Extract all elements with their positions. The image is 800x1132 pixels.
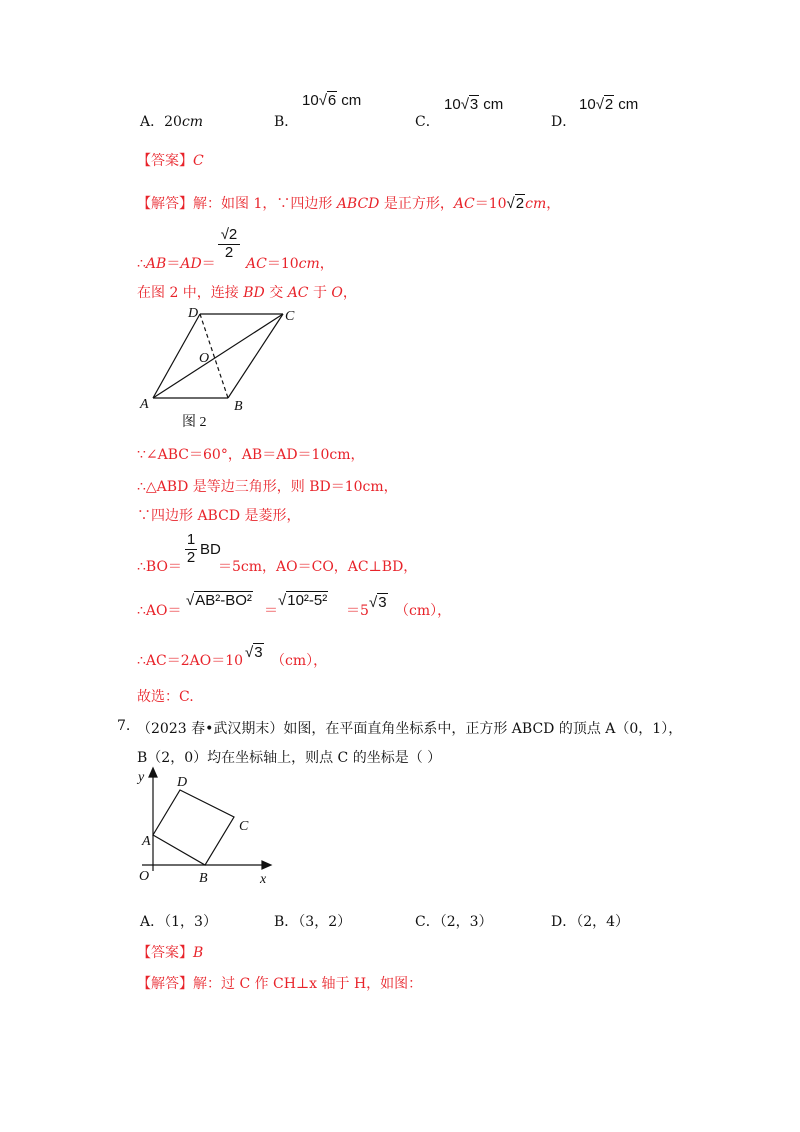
solution-line-8 (137, 600, 182, 620)
sqrt-3-a (369, 594, 388, 611)
sqrt-symbol-icon: √ (186, 592, 195, 609)
sqrt-symbol-icon: √ (318, 92, 327, 109)
solution-line-4: ∵∠ABC＝60°，AB＝AD＝10cm， (137, 447, 365, 463)
label-d: D (177, 775, 188, 790)
text: AC (246, 256, 267, 272)
option-label: C． (415, 914, 440, 930)
text: ∴AO＝ (137, 603, 182, 619)
solution-text: 解：过 C 作 CH⊥x 轴于 H，如图： (193, 976, 423, 992)
sqrt-3-b (245, 644, 264, 661)
sqrt-symbol-icon: √ (506, 195, 515, 212)
option-value: （3，2） (298, 914, 352, 930)
text: ＝10 (474, 196, 507, 212)
option-c-radicand: 3 (469, 96, 479, 113)
solution-line-9: ∴AC＝2AO＝10 (137, 653, 244, 669)
text: cm (298, 256, 320, 272)
text: 在图 2 中，连接 (137, 285, 244, 301)
text: ＝10 (266, 256, 299, 272)
sqrt-symbol-icon: √ (595, 96, 604, 113)
option-c-unit: cm (483, 96, 504, 113)
text: ∴ (137, 256, 146, 272)
radicand: 10²-5² (287, 592, 328, 609)
y-axis-arrow-icon (149, 768, 157, 777)
option-b-coef: 10 (302, 92, 319, 109)
solution-line-2-tail (246, 253, 334, 273)
sqrt-symbol-icon: √ (460, 96, 469, 113)
solution-line-5: ∴△ABD 是等边三角形，则 BD＝10cm， (137, 479, 398, 495)
text: 交 (264, 285, 288, 301)
radicand: AB²-BO² (195, 592, 252, 609)
sqrt-symbol-icon: √ (278, 592, 287, 609)
label-o: O (199, 351, 210, 366)
figure-q7-square (130, 765, 280, 890)
option-d-value (579, 96, 638, 113)
side-da (153, 314, 200, 398)
option-b-unit: cm (341, 92, 362, 109)
option-c-label: C． (415, 114, 440, 130)
q6-answer (137, 150, 204, 170)
solution-line-7 (137, 556, 182, 576)
label-c: C (285, 309, 295, 324)
option-c-value (444, 96, 503, 113)
option-d-label: D． (551, 114, 577, 130)
answer-value: C (193, 153, 204, 169)
label-d: D (188, 306, 199, 321)
sqrt-symbol-icon: √ (369, 594, 378, 611)
q7-option-d (551, 911, 629, 931)
answer-label: 【答案】 (137, 945, 193, 961)
option-c-coef: 10 (444, 96, 461, 113)
label-x: x (260, 872, 267, 887)
q7-stem-line2: B（2，0）均在坐标轴上，则点 C 的坐标是（ ） (137, 750, 442, 766)
q7-solution (137, 973, 422, 993)
option-label: A． (140, 914, 165, 930)
radicand: 3 (254, 644, 263, 661)
solution-line-1 (137, 193, 560, 213)
option-label: B． (274, 914, 299, 930)
label-c: C (239, 819, 249, 834)
sqrt-symbol-icon: √ (245, 644, 254, 661)
option-b-value (302, 92, 361, 109)
text: ， (319, 256, 334, 272)
option-b-radicand: 6 (327, 92, 337, 109)
q7-option-b (274, 911, 351, 931)
option-label: D． (551, 914, 577, 930)
option-a (140, 111, 203, 131)
radicand: 2 (515, 195, 525, 212)
q7-stem-line1: （2023 春•武汉期末）如图，在平面直角坐标系中，正方形 ABCD 的顶点 A（0，1）， (137, 721, 683, 737)
option-value: （2，4） (576, 914, 630, 930)
solution-line-2 (137, 253, 216, 273)
text: ＝ (166, 256, 181, 272)
label-y: y (138, 770, 145, 785)
fraction-denominator: 2 (186, 549, 196, 566)
text: AD (180, 256, 202, 272)
sqrt-ab2-bo2 (186, 592, 253, 609)
q7-option-c (415, 911, 493, 931)
diagonal-ac (153, 314, 283, 398)
label-b: B (199, 871, 208, 886)
sqrt-10sq-5sq (278, 592, 328, 609)
option-a-value: 20 (164, 114, 182, 130)
answer-value: B (193, 945, 204, 961)
solution-line-3 (137, 282, 357, 302)
text: ABCD (336, 196, 380, 212)
square-abcd (153, 790, 234, 865)
text: AB (145, 256, 167, 272)
option-d-coef: 10 (579, 96, 596, 113)
solution-line-9-tail: （cm）， (271, 653, 328, 669)
text: AC (287, 285, 309, 301)
option-d-radicand: 2 (604, 96, 614, 113)
option-value: （2，3） (439, 914, 493, 930)
figure-2-caption: 图 2 (182, 415, 207, 430)
text: ， (546, 196, 561, 212)
option-value: （1，3） (164, 914, 217, 930)
q7-answer (137, 942, 203, 962)
solution-line-8-mid: ＝5 (346, 603, 369, 619)
text: ＝ (201, 256, 216, 272)
text: 是正方形， (379, 196, 454, 212)
text: O (331, 285, 343, 301)
label-o: O (139, 869, 150, 884)
equals-sign: ＝ (264, 603, 278, 619)
fraction-half (185, 531, 197, 566)
answer-label: 【答案】 (137, 153, 193, 169)
label-b: B (234, 399, 243, 414)
q7-option-a (140, 911, 217, 931)
radicand: 3 (378, 594, 387, 611)
solution-line-8-tail: （cm）， (395, 603, 452, 619)
fraction-denominator: 2 (224, 244, 234, 261)
text: ， (342, 285, 357, 301)
label-a: A (140, 397, 149, 412)
text: BD (243, 285, 265, 301)
solution-line-7-tail: ＝5cm，AO＝CO，AC⊥BD， (218, 559, 418, 575)
text: AC (453, 196, 475, 212)
option-d-unit: cm (618, 96, 639, 113)
unit: cm (525, 196, 547, 212)
option-b-label: B． (274, 114, 299, 130)
side-bc (228, 314, 283, 398)
fraction-sqrt2-over-2 (218, 226, 240, 261)
solution-label: 【解答】 (137, 976, 193, 992)
fraction-numerator: 1 (186, 531, 196, 548)
solution-line-10: 故选：C. (137, 689, 194, 705)
figure-2-rhombus (130, 300, 310, 435)
q7-number: 7. (117, 718, 131, 734)
fraction-numerator: √2 (218, 226, 240, 245)
option-a-label: A． (140, 114, 165, 130)
text: ∴BO＝ (137, 559, 182, 575)
option-a-unit: cm (181, 114, 204, 130)
x-axis-arrow-icon (262, 861, 271, 869)
solution-label: 【解答】 (137, 196, 193, 212)
text: 解：如图 1，∵四边形 (193, 196, 337, 212)
bd-symbol: BD (200, 541, 221, 558)
text: 于 (308, 285, 332, 301)
solution-line-6: ∵四边形 ABCD 是菱形， (137, 508, 301, 524)
label-a: A (142, 834, 151, 849)
